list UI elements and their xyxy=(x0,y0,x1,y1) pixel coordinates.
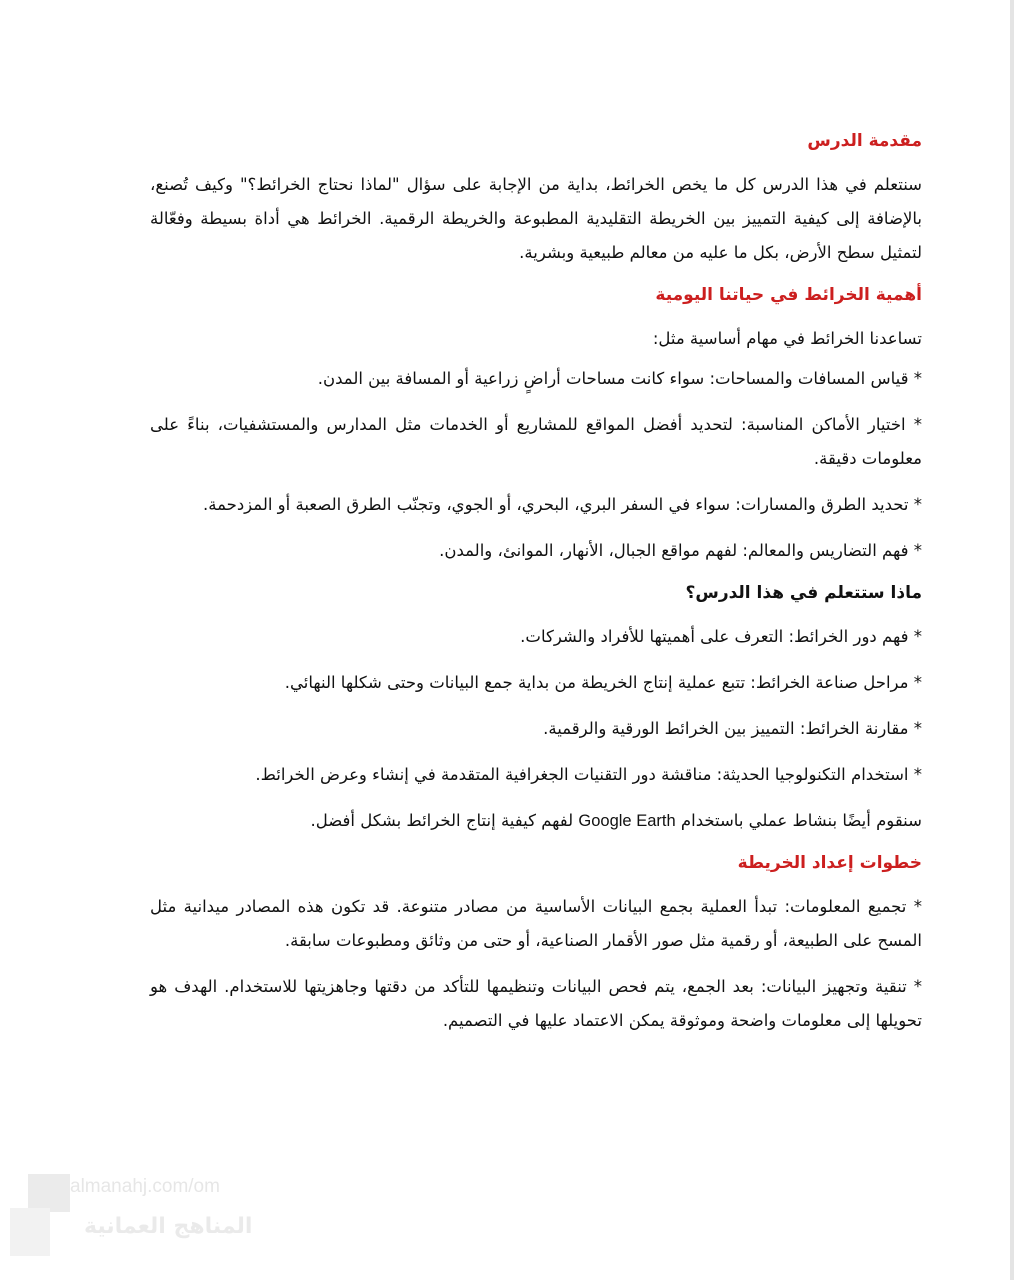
learn-heading: ماذا ستتعلم في هذا الدرس؟ xyxy=(685,583,922,603)
watermark-name: المناهج العمانية xyxy=(84,1214,253,1239)
learn-item-role: * فهم دور الخرائط: التعرف على أهميتها للأفراد والشركات. xyxy=(520,627,922,646)
intro-paragraph: سنتعلم في هذا الدرس كل ما يخص الخرائط، بداية من الإجابة على سؤال "لماذا نحتاج الخرائط؟" وكيف تُصنع، بالإضافة إلى كيفية التمييز بين الخريطة التقليدية المطبوعة والخريطة الرقمية. الخرائط هي أداة بسيطة وفعّالة لتمثيل سطح الأرض، بكل ما عليه من معالم طبيعية وبشرية. xyxy=(150,175,922,262)
importance-item-locations: * اختيار الأماكن المناسبة: لتحديد أفضل المواقع للمشاريع أو الخدمات مثل المدارس والمستشفيات، بناءً على معلومات دقيقة. xyxy=(150,415,922,468)
steps-heading: خطوات إعداد الخريطة xyxy=(737,853,922,873)
intro-section xyxy=(150,128,922,270)
importance-lead: تساعدنا الخرائط في مهام أساسية مثل: xyxy=(652,329,922,348)
steps-item-collect: * تجميع المعلومات: تبدأ العملية بجمع البيانات الأساسية من مصادر متنوعة. قد تكون هذه المصادر ميدانية مثل المسح على الطبيعة، أو رقمية مثل صور الأقمار الصناعية، أو حتى من وثائق ومطبوعات سابقة. xyxy=(150,897,922,950)
learn-item-technology: * استخدام التكنولوجيا الحديثة: مناقشة دور التقنيات الجغرافية المتقدمة في إنشاء وعرض الخرائط. xyxy=(255,765,922,784)
document-body xyxy=(150,118,922,1050)
page-edge xyxy=(1010,0,1014,1280)
activity-text-end: لفهم كيفية إنتاج الخرائط بشكل أفضل. xyxy=(310,811,574,830)
google-earth-brand: Google Earth xyxy=(578,812,676,830)
importance-item-terrain: * فهم التضاريس والمعالم: لفهم مواقع الجبال، الأنهار، الموانئ، والمدن. xyxy=(439,541,922,560)
importance-item-routes: * تحديد الطرق والمسارات: سواء في السفر البري، البحري، أو الجوي، وتجنّب الطرق الصعبة أو المزدحمة. xyxy=(203,495,922,514)
learn-item-compare: * مقارنة الخرائط: التمييز بين الخرائط الورقية والرقمية. xyxy=(543,719,922,738)
importance-heading: أهمية الخرائط في حياتنا اليومية xyxy=(655,285,922,305)
watermark-url: almanahj.com/om xyxy=(70,1176,220,1197)
learn-item-stages: * مراحل صناعة الخرائط: تتبع عملية إنتاج الخريطة من بداية جمع البيانات وحتى شكلها النهائي. xyxy=(284,673,922,692)
steps-section xyxy=(150,850,922,1038)
importance-section xyxy=(150,282,922,568)
importance-item-distances: * قياس المسافات والمساحات: سواء كانت مساحات أراضٍ زراعية أو المسافة بين المدن. xyxy=(317,369,922,388)
watermark-logo-icon xyxy=(10,1174,72,1258)
steps-item-clean: * تنقية وتجهيز البيانات: بعد الجمع، يتم فحص البيانات وتنظيمها للتأكد من دقتها وجاهزيتها للاستخدام. الهدف هو تحويلها إلى معلومات واضحة وموثوقة يمكن الاعتماد عليها في التصميم. xyxy=(150,977,922,1030)
intro-heading: مقدمة الدرس xyxy=(807,131,922,151)
watermark xyxy=(0,1168,260,1268)
activity-paragraph xyxy=(150,804,922,838)
learn-section xyxy=(150,580,922,838)
activity-text-start: سنقوم أيضًا بنشاط عملي باستخدام xyxy=(680,811,922,830)
